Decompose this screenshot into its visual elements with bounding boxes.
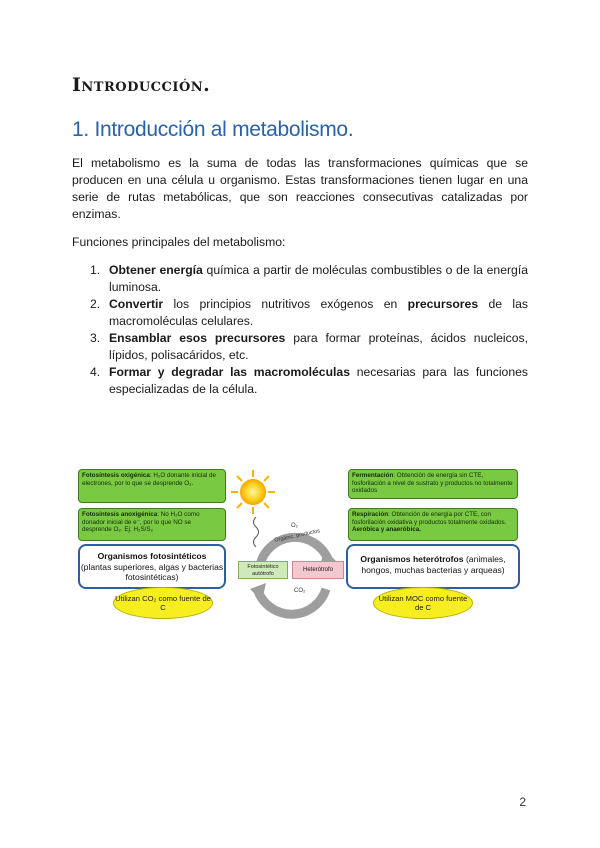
- moc-source-ellipse: Utilizan MOC como fuente de C: [373, 587, 473, 619]
- oxygenic-photosynthesis-box: Fotosíntesis oxigénica: H₂O donante inicial de electrones, por lo que se desprende O₂.: [78, 469, 226, 503]
- page-number: 2: [519, 795, 526, 809]
- anoxygenic-photosynthesis-box: Fotosíntesis anoxigénica: No H₂O como donador inicial de e⁻, por lo que NO se desprende O₂. Ej: H₂S/S₂: [78, 508, 226, 541]
- cycle-organic-label: Orgánic. productos: [273, 528, 321, 544]
- cycle-autotroph-box: Fotosintético autótrofo: [238, 561, 288, 579]
- cycle-heterotroph-box: Heterótrofo: [292, 561, 344, 579]
- list-item: 2. Convertir los principios nutritivos exógenos en precursores de las macromoléculas celulares.: [90, 297, 528, 328]
- cycle-co2-label: CO₂: [294, 588, 306, 594]
- metabolism-figure: [78, 467, 534, 627]
- heterotrophic-organisms-box: Organismos heterótrofos (animales, hongos, muchas bacterias y arqueas): [346, 544, 520, 589]
- intro-paragraph: El metabolismo es la suma de todas las transformaciones químicas que se producen en una célula u organismo. Estas transformaciones tienen lugar en una serie de rutas metabólicas, que son reacciones consecutivas catalizadas por enzimas.: [72, 156, 528, 221]
- respiration-box: Respiración: Obtención de energía por CTE, con fosforilación oxidativa y productos totalmente oxidados. Aeróbica y anaeróbica.: [348, 508, 518, 541]
- functions-list: [90, 262, 528, 398]
- list-item: 4. Formar y degradar las macromoléculas necesarias para las funciones especializadas de la célula.: [90, 365, 528, 396]
- cycle-o2-label: O₂: [291, 523, 298, 529]
- fermentation-box: Fermentación: Obtención de energía sin CTE, fosforilación a nivel de sustrato y productos no totalmente oxidados: [348, 469, 518, 499]
- photosynthetic-organisms-box: Organismos fotosintéticos (plantas superiores, algas y bacterias fotosintéticas): [78, 544, 226, 589]
- sun-icon: [230, 469, 276, 515]
- subsection-title: 1. Introducción al metabolismo.: [72, 118, 354, 141]
- list-item: 1. Obtener energía química a partir de moléculas combustibles o de la energía luminosa.: [90, 263, 528, 294]
- co2-source-ellipse: Utilizan CO₂ como fuente de C: [113, 587, 213, 619]
- list-item: 3. Ensamblar esos precursores para formar proteínas, ácidos nucleicos, lípidos, polisacáridos, etc.: [90, 331, 528, 362]
- section-title: Introducción.: [72, 74, 211, 96]
- functions-intro: Funciones principales del metabolismo:: [72, 235, 286, 249]
